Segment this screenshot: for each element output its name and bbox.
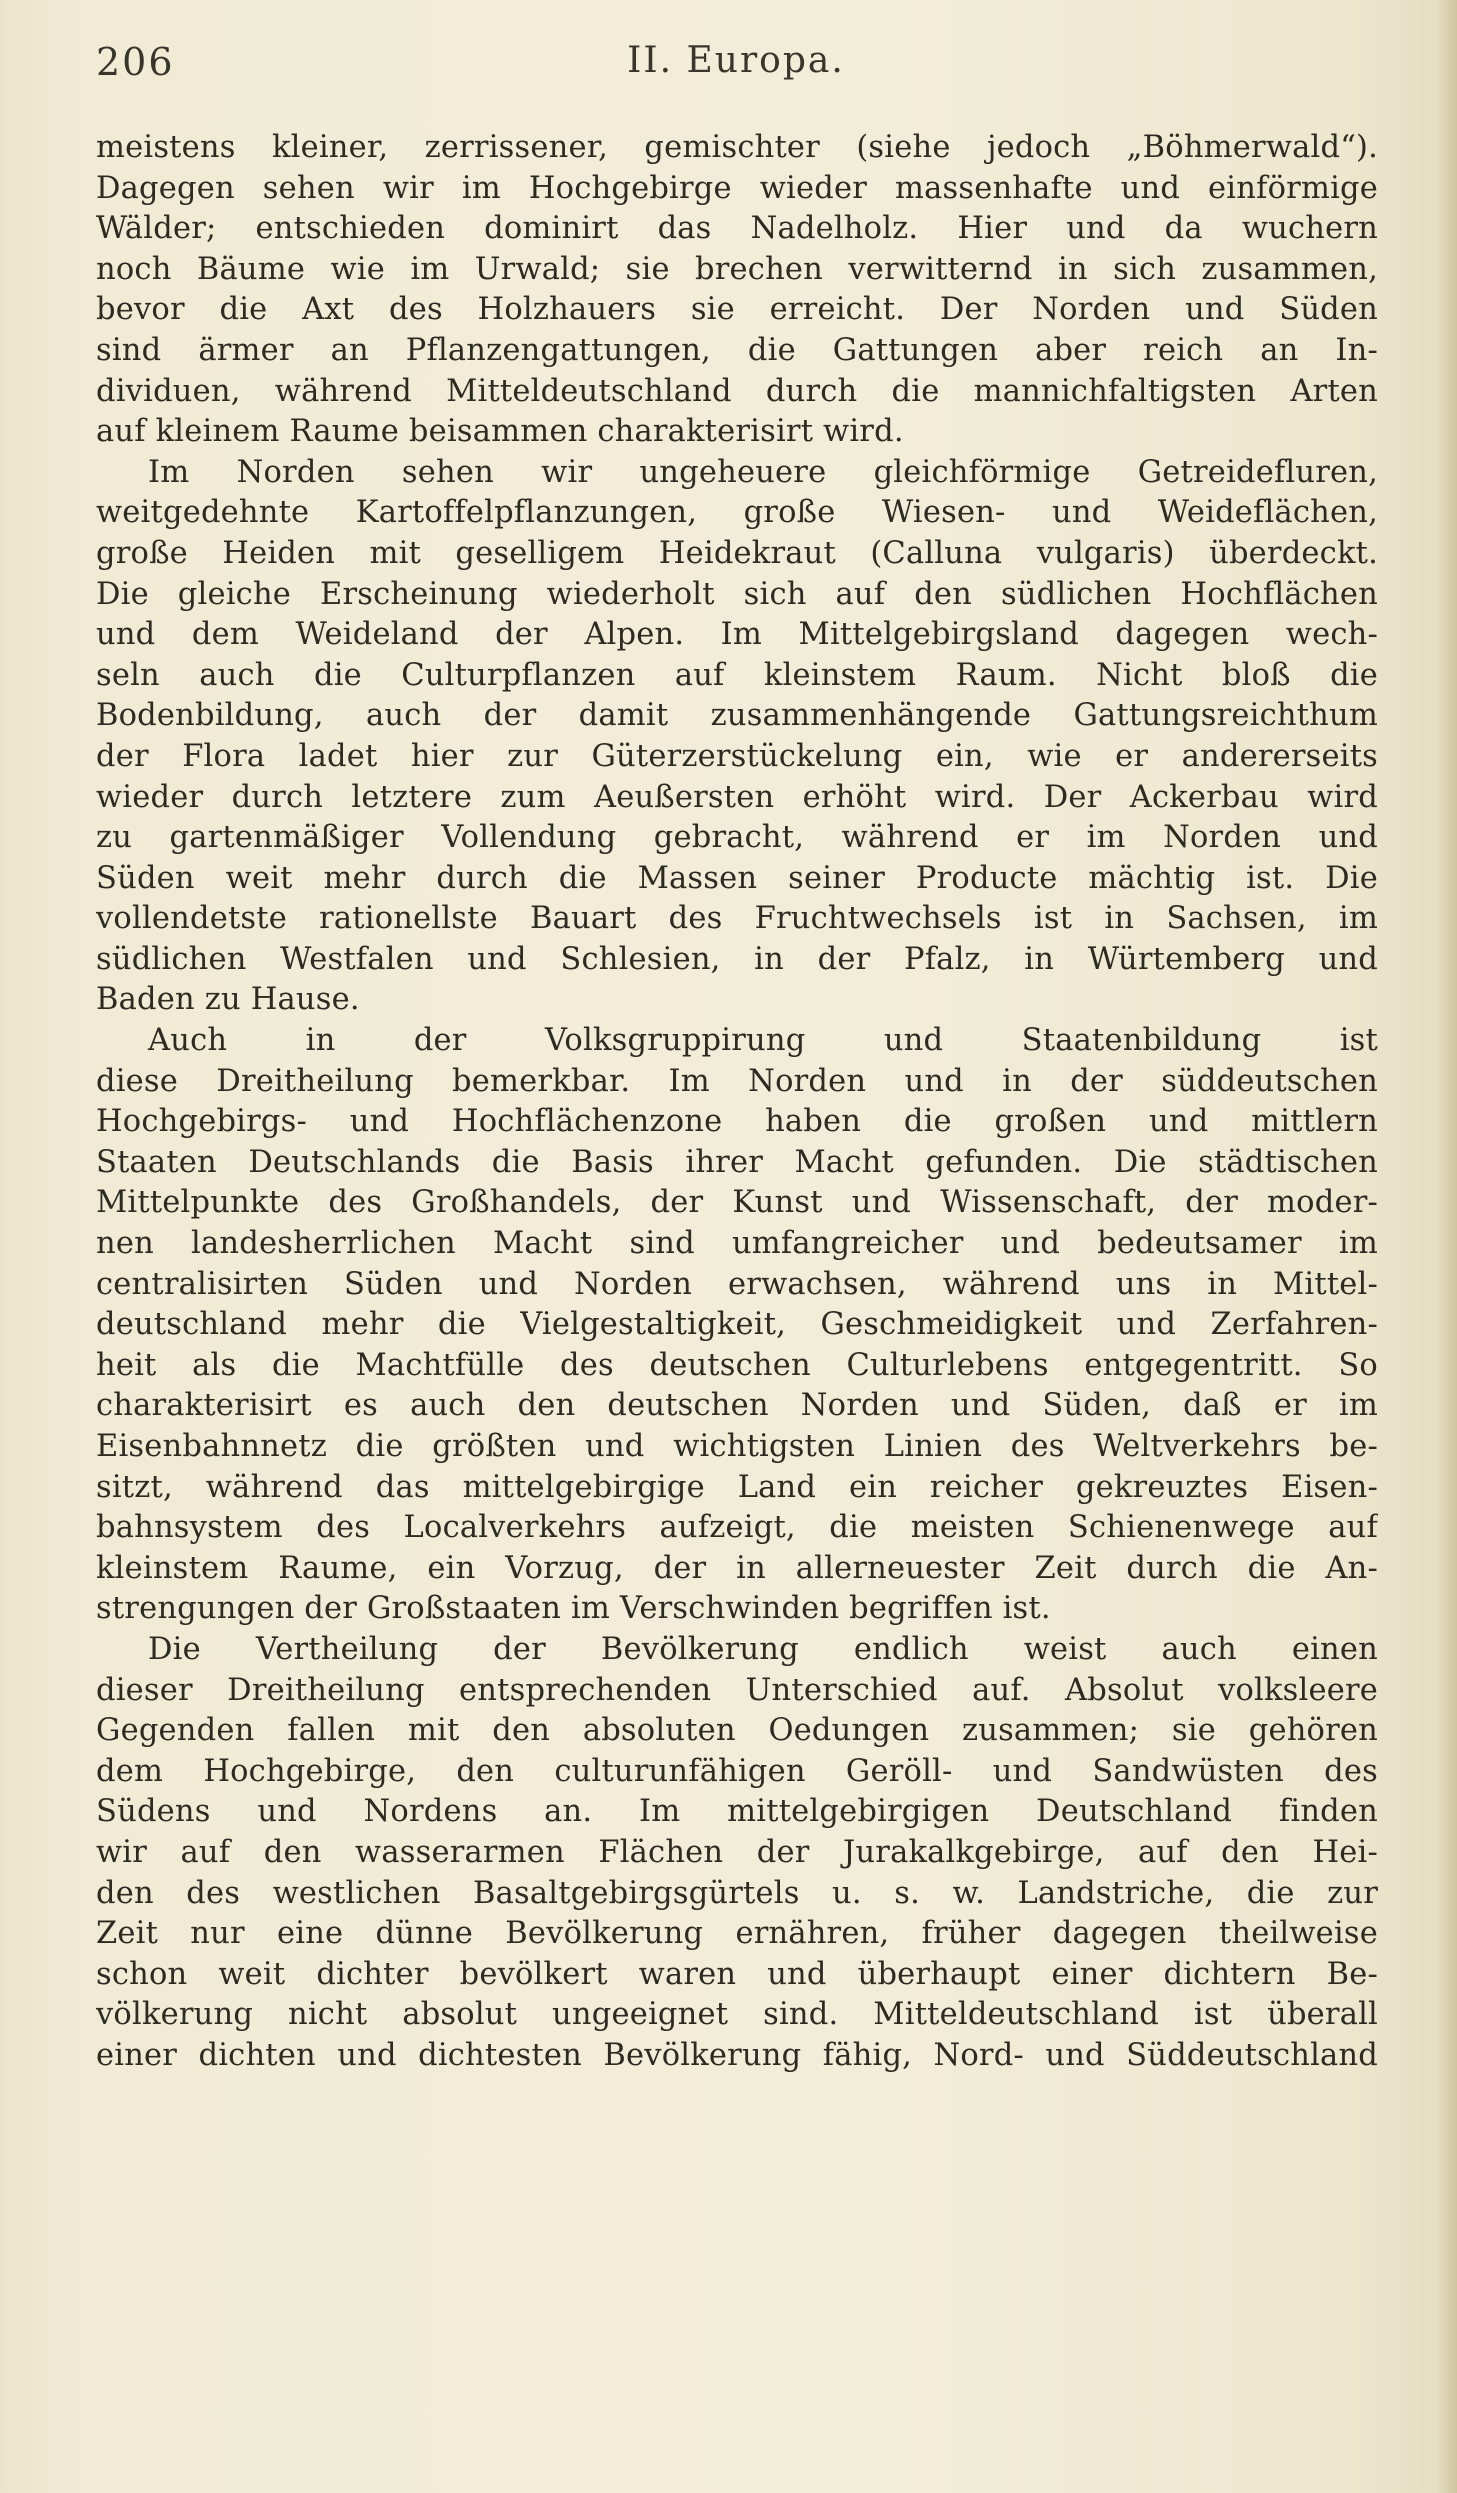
text-line: wir auf den wasserarmen Flächen der Jurakalkgebirge, auf den Hei- — [96, 1834, 1378, 1870]
body-text — [96, 128, 1378, 2077]
text-line: Dagegen sehen wir im Hochgebirge wieder massenhafte und einförmige — [96, 170, 1378, 206]
text-line: Wälder; entschieden dominirt das Nadelholz. Hier und da wuchern — [96, 211, 1378, 247]
text-line: centralisirten Süden und Norden erwachsen, während uns in Mittel- — [96, 1266, 1378, 1302]
text-line: Die gleiche Erscheinung wiederholt sich auf den südlichen Hochflächen — [96, 576, 1378, 612]
text-line: südlichen Westfalen und Schlesien, in der Pfalz, in Würtemberg und — [96, 941, 1378, 977]
text-line: Im Norden sehen wir ungeheuere gleichförmige Getreidefluren, — [148, 454, 1378, 490]
text-line: dieser Dreitheilung entsprechenden Unterschied auf. Absolut volksleere — [96, 1672, 1378, 1708]
text-line: strengungen der Großstaaten im Verschwinden begriffen ist. — [96, 1591, 1051, 1627]
text-line: kleinstem Raume, ein Vorzug, der in allerneuester Zeit durch die An- — [96, 1550, 1378, 1586]
text-line: seln auch die Culturpflanzen auf kleinstem Raum. Nicht bloß die — [96, 657, 1378, 693]
text-line: dividuen, während Mitteldeutschland durch die mannichfaltigsten Arten — [96, 373, 1378, 409]
text-line: Zeit nur eine dünne Bevölkerung ernähren, früher dagegen theilweise — [96, 1916, 1378, 1952]
text-line: Gegenden fallen mit den absoluten Oedungen zusammen; sie gehören — [96, 1713, 1378, 1749]
text-line: meistens kleiner, zerrissener, gemischter (siehe jedoch „Böhmerwald“). — [96, 130, 1378, 165]
text-line: heit als die Machtfülle des deutschen Culturlebens entgegentritt. So — [96, 1347, 1378, 1383]
text-line: einer dichten und dichtesten Bevölkerung fähig, Nord- und Süddeutschland — [96, 2037, 1378, 2073]
text-line: wieder durch letztere zum Aeußersten erhöht wird. Der Ackerbau wird — [96, 779, 1378, 815]
text-line: Süden weit mehr durch die Massen seiner Producte mächtig ist. Die — [96, 860, 1378, 896]
text-line: Die Vertheilung der Bevölkerung endlich weist auch einen — [148, 1631, 1378, 1667]
page-number: 206 — [96, 40, 175, 84]
text-line: bahnsystem des Localverkehrs aufzeigt, die meisten Schienenwege auf — [96, 1510, 1378, 1546]
text-line: sitzt, während das mittelgebirgige Land ein reicher gekreuztes Eisen- — [96, 1469, 1378, 1505]
page-header — [96, 40, 1376, 100]
text-line: Baden zu Hause. — [96, 982, 360, 1018]
text-line: große Heiden mit geselligem Heidekraut (Calluna vulgaris) überdeckt. — [96, 535, 1378, 571]
text-line: sind ärmer an Pflanzengattungen, die Gattungen aber reich an In- — [96, 332, 1378, 368]
text-line: Mittelpunkte des Großhandels, der Kunst und Wissenschaft, der moder- — [96, 1185, 1378, 1221]
text-line: Bodenbildung, auch der damit zusammenhängende Gattungsreichthum — [96, 698, 1378, 734]
text-line: und dem Weideland der Alpen. Im Mittelgebirgsland dagegen wech- — [96, 617, 1378, 653]
text-line: charakterisirt es auch den deutschen Norden und Süden, daß er im — [96, 1388, 1378, 1424]
text-line: Staaten Deutschlands die Basis ihrer Macht gefunden. Die städtischen — [96, 1144, 1378, 1180]
text-line: Eisenbahnnetz die größten und wichtigsten Linien des Weltverkehrs be- — [96, 1429, 1378, 1464]
text-line: schon weit dichter bevölkert waren und überhaupt einer dichtern Be- — [96, 1956, 1378, 1992]
text-line: deutschland mehr die Vielgestaltigkeit, Geschmeidigkeit und Zerfahren- — [96, 1307, 1378, 1343]
text-line: völkerung nicht absolut ungeeignet sind. Mitteldeutschland ist überall — [96, 1997, 1378, 2033]
text-line: den des westlichen Basaltgebirgsgürtels u. s. w. Landstriche, die zur — [96, 1875, 1378, 1911]
text-line: noch Bäume wie im Urwald; sie brechen verwitternd in sich zusammen, — [96, 251, 1378, 287]
running-head: II. Europa. — [627, 40, 845, 81]
text-line: weitgedehnte Kartoffelpflanzungen, große Wiesen- und Weideflächen, — [96, 495, 1378, 531]
page-edge-shadow — [1437, 0, 1457, 2493]
text-line: zu gartenmäßiger Vollendung gebracht, während er im Norden und — [96, 820, 1378, 856]
text-line: Auch in der Volksgruppirung und Staatenbildung ist — [148, 1023, 1378, 1059]
text-line: vollendetste rationellste Bauart des Fruchtwechsels ist in Sachsen, im — [96, 901, 1378, 937]
text-line: dem Hochgebirge, den culturunfähigen Geröll- und Sandwüsten des — [96, 1753, 1378, 1789]
text-line: diese Dreitheilung bemerkbar. Im Norden und in der süddeutschen — [96, 1063, 1378, 1099]
text-line: der Flora ladet hier zur Güterzerstückelung ein, wie er andererseits — [96, 738, 1378, 774]
text-line: bevor die Axt des Holzhauers sie erreicht. Der Norden und Süden — [96, 292, 1378, 328]
text-line: Hochgebirgs- und Hochflächenzone haben die großen und mittlern — [96, 1104, 1378, 1140]
text-line: auf kleinem Raume beisammen charakterisirt wird. — [96, 414, 904, 450]
text-line: nen landesherrlichen Macht sind umfangreicher und bedeutsamer im — [96, 1226, 1378, 1262]
text-line: Südens und Nordens an. Im mittelgebirgigen Deutschland finden — [96, 1794, 1378, 1830]
